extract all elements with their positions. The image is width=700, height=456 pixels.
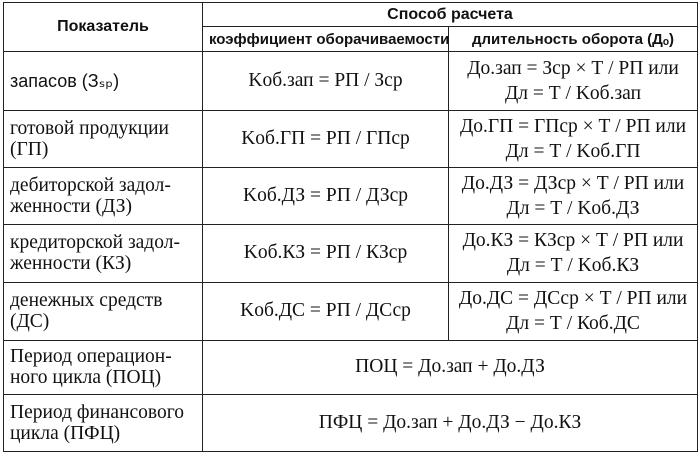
- duration-formula-line-1: До.КЗ = КЗср × Т / РП или: [462, 230, 684, 252]
- header-turnover-duration: длительность оборота (Дₒ): [449, 27, 698, 51]
- table-row: [4, 282, 698, 340]
- cycle-formula: ПФЦ = До.зап + До.ДЗ − До.КЗ: [203, 394, 698, 451]
- indicator-cell: Период операцион-ного цикла (ПОЦ): [4, 340, 203, 394]
- cycle-formula: ПОЦ = До.зап + До.ДЗ: [203, 340, 698, 394]
- table-row: [4, 340, 698, 394]
- duration-formula: [449, 168, 698, 225]
- indicator-cell: Период финансового цикла (ПФЦ): [4, 394, 203, 451]
- duration-formula: [449, 111, 698, 168]
- turnover-formulas-table: [3, 2, 698, 452]
- duration-formula-line-2: Дл = Т / Коб.ДС: [506, 313, 640, 335]
- table-row: [4, 168, 698, 225]
- header-method: Способ расчета: [203, 3, 698, 27]
- ratio-formula: Kоб.ДЗ = РП / ДЗср: [203, 168, 449, 225]
- ratio-formula: Kоб.ГП = РП / ГПср: [203, 111, 449, 168]
- duration-formula-line-2: Дл = Т / Kоб.ДЗ: [506, 198, 640, 220]
- table-row: [4, 225, 698, 282]
- indicator-cell: денежных средств (ДС): [4, 282, 203, 340]
- indicator-cell: дебиторской задол-женности (ДЗ): [4, 168, 203, 225]
- duration-formula: [449, 225, 698, 282]
- duration-formula: [449, 282, 698, 340]
- ratio-formula: Kоб.ДС = РП / ДСср: [203, 282, 449, 340]
- table-row: [4, 111, 698, 168]
- duration-formula-line-1: До.ГП = ГПср × Т / РП или: [459, 116, 687, 138]
- indicator-cell: кредиторской задол-женности (КЗ): [4, 225, 203, 282]
- duration-formula-line-1: До.зап = Зср × Т / РП или: [467, 58, 679, 80]
- duration-formula: [449, 51, 698, 110]
- table-row: [4, 51, 698, 110]
- header-indicator: Показатель: [4, 3, 203, 52]
- duration-formula-line-1: До.ДС = ДСср × Т / РП или: [458, 288, 688, 310]
- indicator-cell: запасов (Зₛₚ): [4, 51, 203, 110]
- ratio-formula: Kоб.КЗ = РП / КЗср: [203, 225, 449, 282]
- table-row: [4, 394, 698, 451]
- duration-formula-line-2: Дл = Т / Kоб.зап: [504, 83, 642, 105]
- duration-formula-line-1: До.ДЗ = ДЗср × Т / РП или: [461, 173, 685, 195]
- ratio-formula: Kоб.зап = РП / Зср: [203, 51, 449, 110]
- header-turnover-ratio: коэффициент оборачиваемости: [203, 27, 449, 51]
- duration-formula-line-2: Дл = Т / Kоб.КЗ: [506, 255, 640, 277]
- duration-formula-line-2: Дл = Т / Kоб.ГП: [505, 141, 641, 163]
- indicator-cell: готовой продукции (ГП): [4, 111, 203, 168]
